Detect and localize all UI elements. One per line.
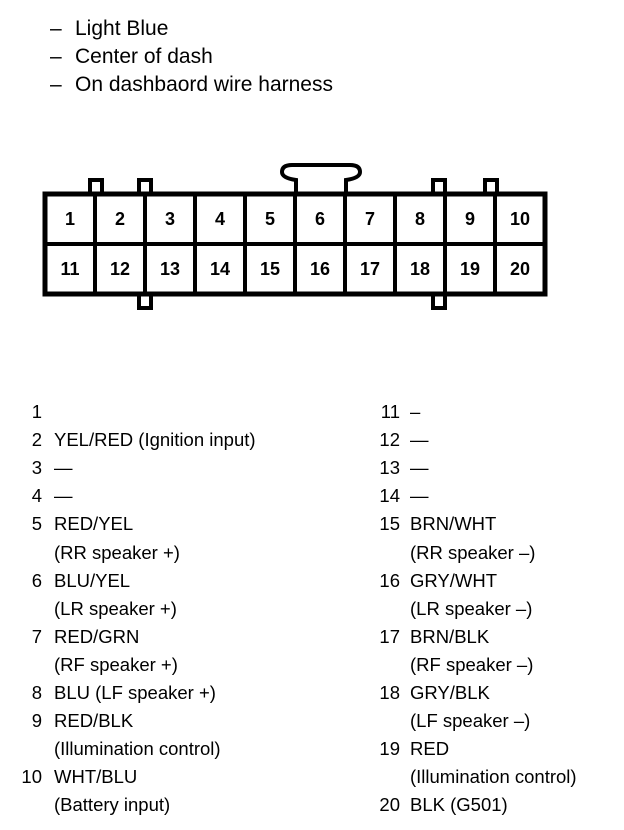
pin-cell-number: 4: [214, 209, 226, 229]
pin-cell-number: 8: [414, 209, 426, 229]
pin-number: 13: [379, 457, 400, 479]
pin-number: 14: [379, 485, 400, 507]
pin-cell-number: 5: [264, 209, 276, 229]
pin-number: 19: [379, 738, 400, 760]
header-line-color: – Light Blue: [50, 17, 169, 40]
pin-description: RED/BLK: [54, 710, 134, 732]
pin-description: —: [410, 457, 429, 479]
pin-number: 20: [379, 794, 400, 816]
pin-number: 18: [379, 682, 400, 703]
pin-cell-number: 3: [164, 209, 176, 229]
pin-description: (Illumination control): [410, 766, 577, 788]
pin-description: (Battery input): [54, 794, 171, 816]
pin-cell-number: 13: [159, 259, 181, 279]
pin-description: (LR speaker +): [54, 597, 177, 619]
pin-description: (LR speaker –): [410, 597, 533, 619]
pin-cell-number: 19: [459, 259, 481, 279]
pin-description: RED/GRN: [54, 625, 140, 647]
pin-number: 15: [379, 513, 400, 535]
pin-cell-number: 16: [309, 259, 331, 279]
pin-cell-number: 10: [509, 209, 531, 229]
pin-description: —: [54, 485, 73, 507]
pin-number: 7: [31, 625, 42, 647]
connector-diagram: [0, 0, 624, 330]
pin-cell-number: 20: [509, 259, 531, 279]
pin-description: BLU (LF speaker +): [54, 682, 216, 703]
pin-description: (RR speaker –): [410, 541, 536, 563]
pin-description: YEL/RED (Ignition input): [54, 429, 256, 451]
pin-number: 6: [31, 569, 42, 591]
pin-description: (LF speaker –): [410, 710, 531, 732]
pin-number: 3: [31, 457, 42, 479]
pin-description: BLK (G501): [410, 794, 508, 816]
pin-number: 5: [31, 513, 42, 535]
pin-description: GRY/BLK: [410, 682, 490, 703]
pin-cell-number: 15: [259, 259, 281, 279]
pin-description: BLU/YEL: [54, 569, 131, 591]
pin-description: (Illumination control): [54, 738, 221, 760]
pin-description: –: [410, 401, 421, 422]
pin-description: —: [54, 457, 73, 479]
pin-description: (RR speaker +): [54, 541, 180, 563]
pin-description: BRN/WHT: [410, 513, 497, 535]
pin-cell-number: 1: [64, 209, 76, 229]
pin-number: 9: [31, 710, 42, 732]
pin-description: —: [410, 485, 429, 507]
pin-description: RED/YEL: [54, 513, 134, 535]
pin-cell-number: 11: [60, 259, 80, 279]
pin-number: 8: [31, 682, 42, 703]
pin-cell-number: 7: [364, 209, 376, 229]
latch-handle: [282, 165, 360, 194]
pin-number: 17: [379, 625, 400, 647]
pin-description: (RF speaker –): [410, 653, 534, 675]
pin-description: BRN/BLK: [410, 625, 490, 647]
pin-description: (RF speaker +): [54, 653, 178, 675]
pin-cell-number: 2: [114, 209, 126, 229]
pin-number: 4: [31, 485, 42, 507]
header-line-location: – Center of dash: [50, 45, 213, 68]
pin-cell-number: 17: [359, 259, 381, 279]
pin-number: 12: [379, 429, 400, 451]
pin-number: 10: [21, 766, 42, 788]
pin-description: —: [410, 429, 429, 451]
pin-cell-number: 18: [409, 259, 431, 279]
pin-number: 1: [31, 401, 42, 422]
pin-description: WHT/BLU: [54, 766, 138, 788]
pin-description: RED: [410, 738, 450, 760]
header-line-harness: – On dashbaord wire harness: [50, 73, 333, 96]
pin-cell-number: 6: [314, 209, 326, 229]
pin-cell-number: 12: [109, 259, 131, 279]
pin-number: 2: [31, 429, 42, 451]
pin-number: 16: [379, 569, 400, 591]
pin-description: GRY/WHT: [410, 569, 498, 591]
pin-number: 11: [380, 401, 400, 422]
pin-cell-number: 9: [464, 209, 476, 229]
pin-cell-number: 14: [209, 259, 231, 279]
